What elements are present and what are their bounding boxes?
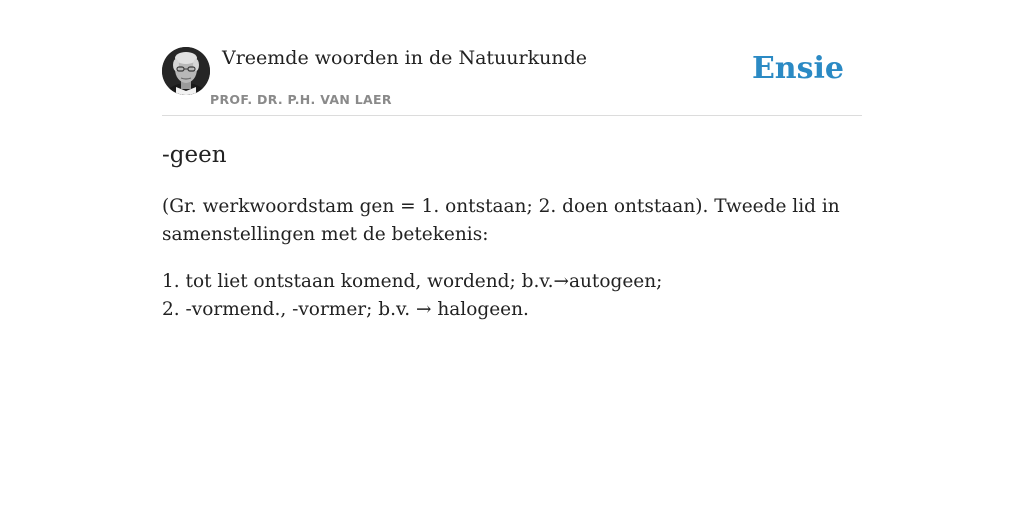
page-container bbox=[162, 0, 862, 320]
ensie-logo[interactable]: Ensie bbox=[751, 51, 844, 86]
definition-intro bbox=[162, 193, 862, 249]
author-name[interactable]: PROF. DR. P.H. VAN LAER bbox=[210, 92, 392, 107]
definition-item-1: 1. tot liet ontstaan komend, wordend; b.v.→autogeen; bbox=[162, 271, 663, 292]
entry-definition bbox=[162, 193, 862, 324]
entry-term: -geen bbox=[162, 142, 227, 168]
author-avatar[interactable] bbox=[162, 47, 210, 95]
definition-intro-line-2: samenstellingen met de betekenis: bbox=[162, 224, 489, 245]
definition-item-2: 2. -vormend., -vormer; b.v. → halogeen. bbox=[162, 299, 529, 320]
header bbox=[162, 0, 862, 116]
book-title[interactable]: Vreemde woorden in de Natuurkunde bbox=[222, 47, 587, 69]
definition-intro-line-1: (Gr. werkwoordstam gen = 1. ontstaan; 2. doen ontstaan). Tweede lid in bbox=[162, 196, 840, 217]
author-portrait-icon bbox=[162, 47, 210, 95]
definition-list bbox=[162, 268, 862, 324]
